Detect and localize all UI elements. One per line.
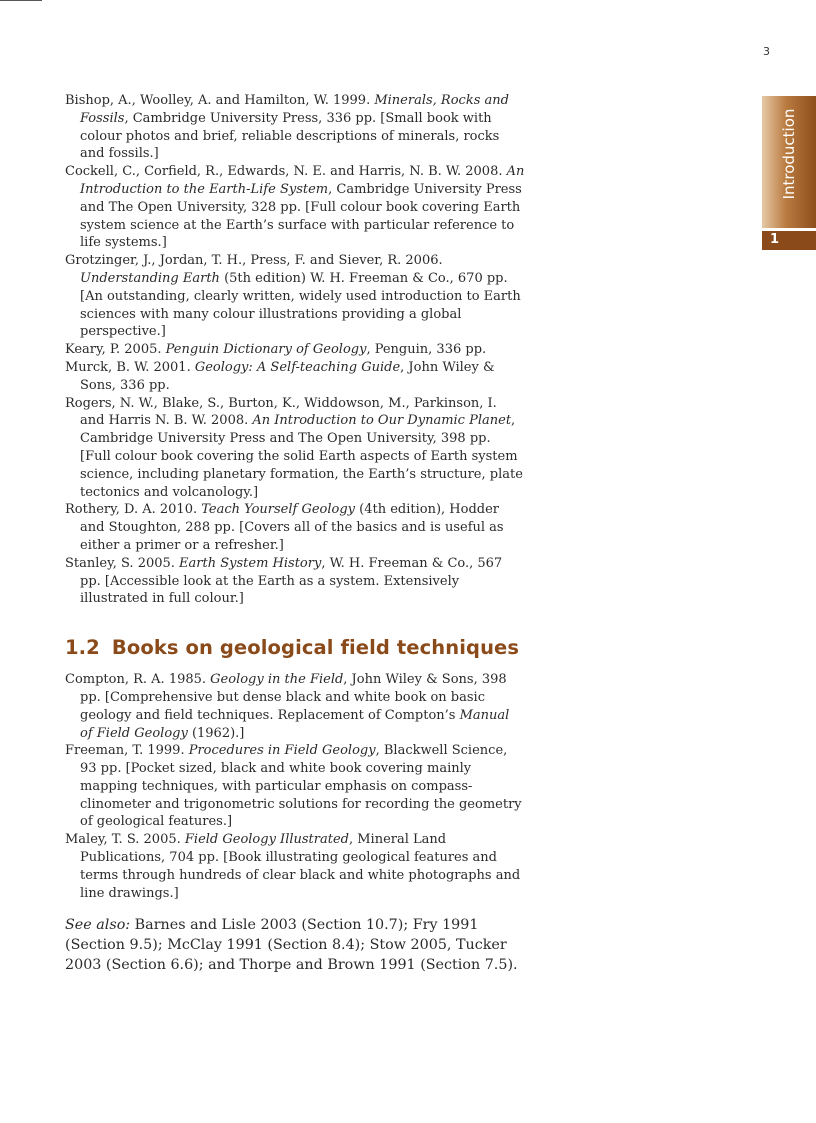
section-number: 1.2: [65, 636, 100, 660]
reference-item: [65, 671, 525, 742]
ref-title: Geology: A Self-teaching Guide: [194, 359, 401, 375]
ref-authors: Maley, T. S. 2005.: [65, 832, 185, 848]
ref-title: Understanding Earth: [80, 270, 220, 286]
ref-title: Teach Yourself Geology: [201, 502, 356, 518]
side-tab-background: [762, 96, 816, 228]
ref-authors: Stanley, S. 2005.: [65, 555, 180, 571]
crop-mark: [0, 0, 42, 1]
reference-item: [65, 359, 525, 395]
see-also-label: See also:: [65, 917, 131, 934]
ref-authors: Cockell, C., Corfield, R., Edwards, N. E. and Harris, N. B. W. 2008.: [65, 164, 507, 180]
ref-authors: Murck, B. W. 2001.: [65, 359, 195, 375]
ref-authors: Keary, P. 2005.: [65, 342, 166, 358]
reference-item: [65, 252, 525, 341]
ref-details: , W. H. Freeman & Co., 567 pp. [Accessible look at the Earth as a system. Extensively illustrated in full colour.]: [80, 555, 503, 607]
page-number: 3: [763, 45, 770, 58]
ref-details: , Cambridge University Press and The Open University, 328 pp. [Full colour book covering Earth system science at the Earth’s surface with particular reference to life systems.]: [80, 181, 522, 251]
ref-details: , John Wiley & Sons, 336 pp.: [80, 359, 495, 393]
ref-details: , Penguin, 336 pp.: [366, 342, 487, 358]
ref-title: Procedures in Field Geology: [188, 743, 376, 759]
reference-item: [65, 163, 525, 252]
chapter-number: 1: [770, 232, 780, 247]
ref-title: Minerals, Rocks and Fossils: [80, 93, 509, 126]
reference-item: [65, 555, 525, 608]
ref-authors: Rothery, D. A. 2010.: [65, 502, 202, 518]
ref-title: Geology in the Field: [210, 672, 344, 688]
ref-details: , Cambridge University Press and The Open University, 398 pp. [Full colour book covering the solid Earth aspects of Earth system science, including planetary formation, the Earth’s structure, plate tectonics and volcanology.]: [80, 413, 523, 500]
ref-title: Manual of Field Geology: [80, 707, 510, 741]
reference-item: [65, 341, 525, 359]
ref-title: An Introduction to Our Dynamic Planet: [252, 413, 512, 429]
ref-title: Penguin Dictionary of Geology: [165, 342, 367, 358]
main-content: [65, 92, 525, 990]
ref-title: Field Geology Illustrated: [184, 832, 349, 848]
chapter-side-tab: [762, 96, 816, 250]
ref-details: (1962).]: [187, 725, 245, 741]
side-tab-label: Introduction: [780, 108, 798, 200]
section-title: Books on geological field techniques: [111, 636, 520, 660]
ref-details: (5th edition) W. H. Freeman & Co., 670 pp. [An outstanding, clearly written, widely used introduction to Earth sciences with many colour illustrations providing a global perspective.]: [80, 270, 521, 340]
ref-details: (4th edition), Hodder and Stoughton, 288 pp. [Covers all of the basics and is useful as either a primer or a refresher.]: [80, 502, 504, 553]
see-also-paragraph: [65, 915, 525, 975]
reference-item: [65, 501, 525, 554]
ref-details: , John Wiley & Sons, 398 pp. [Comprehensive but dense black and white book on basic geology and field techniques. Replacement of Compton’s: [80, 672, 507, 723]
section-heading: [65, 636, 525, 659]
ref-authors: Freeman, T. 1999.: [65, 743, 189, 759]
ref-details: , Cambridge University Press, 336 pp. [Small book with colour photos and brief, reliable descriptions of minerals, rocks and fossils.]: [80, 110, 500, 162]
reference-item: [65, 395, 525, 502]
ref-authors: Rogers, N. W., Blake, S., Burton, K., Widdowson, M., Parkinson, I. and Harris N. B. W. 2008.: [65, 395, 497, 429]
ref-title: Earth System History: [179, 555, 322, 571]
reference-item: [65, 92, 525, 163]
reference-list-section: [65, 671, 525, 902]
ref-authors: Bishop, A., Woolley, A. and Hamilton, W. 1999.: [65, 93, 375, 108]
ref-details: , Mineral Land Publications, 704 pp. [Book illustrating geological features and terms through hundreds of clear black and white photographs and line drawings.]: [80, 832, 521, 901]
chapter-number-box: [762, 231, 816, 250]
ref-title: An Introduction to the Earth-Life System: [80, 164, 525, 197]
ref-details: , Blackwell Science, 93 pp. [Pocket sized, black and white book covering mainly mapping techniques, with particular emphasis on compass-clinometer and trigonometric solutions for recording the geometry of geological features.]: [80, 743, 522, 830]
ref-authors: Grotzinger, J., Jordan, T. H., Press, F. and Siever, R. 2006.: [65, 253, 443, 269]
reference-item: [65, 831, 525, 902]
ref-authors: Compton, R. A. 1985.: [65, 672, 211, 688]
see-also-text: Barnes and Lisle 2003 (Section 10.7); Fry 1991 (Section 9.5); McClay 1991 (Section 8.4); Stow 2005, Tucker 2003 (Section 6.6); and Thorpe and Brown 1991 (Section 7.5).: [65, 917, 518, 974]
reference-list-top: [65, 92, 525, 608]
reference-item: [65, 742, 525, 831]
